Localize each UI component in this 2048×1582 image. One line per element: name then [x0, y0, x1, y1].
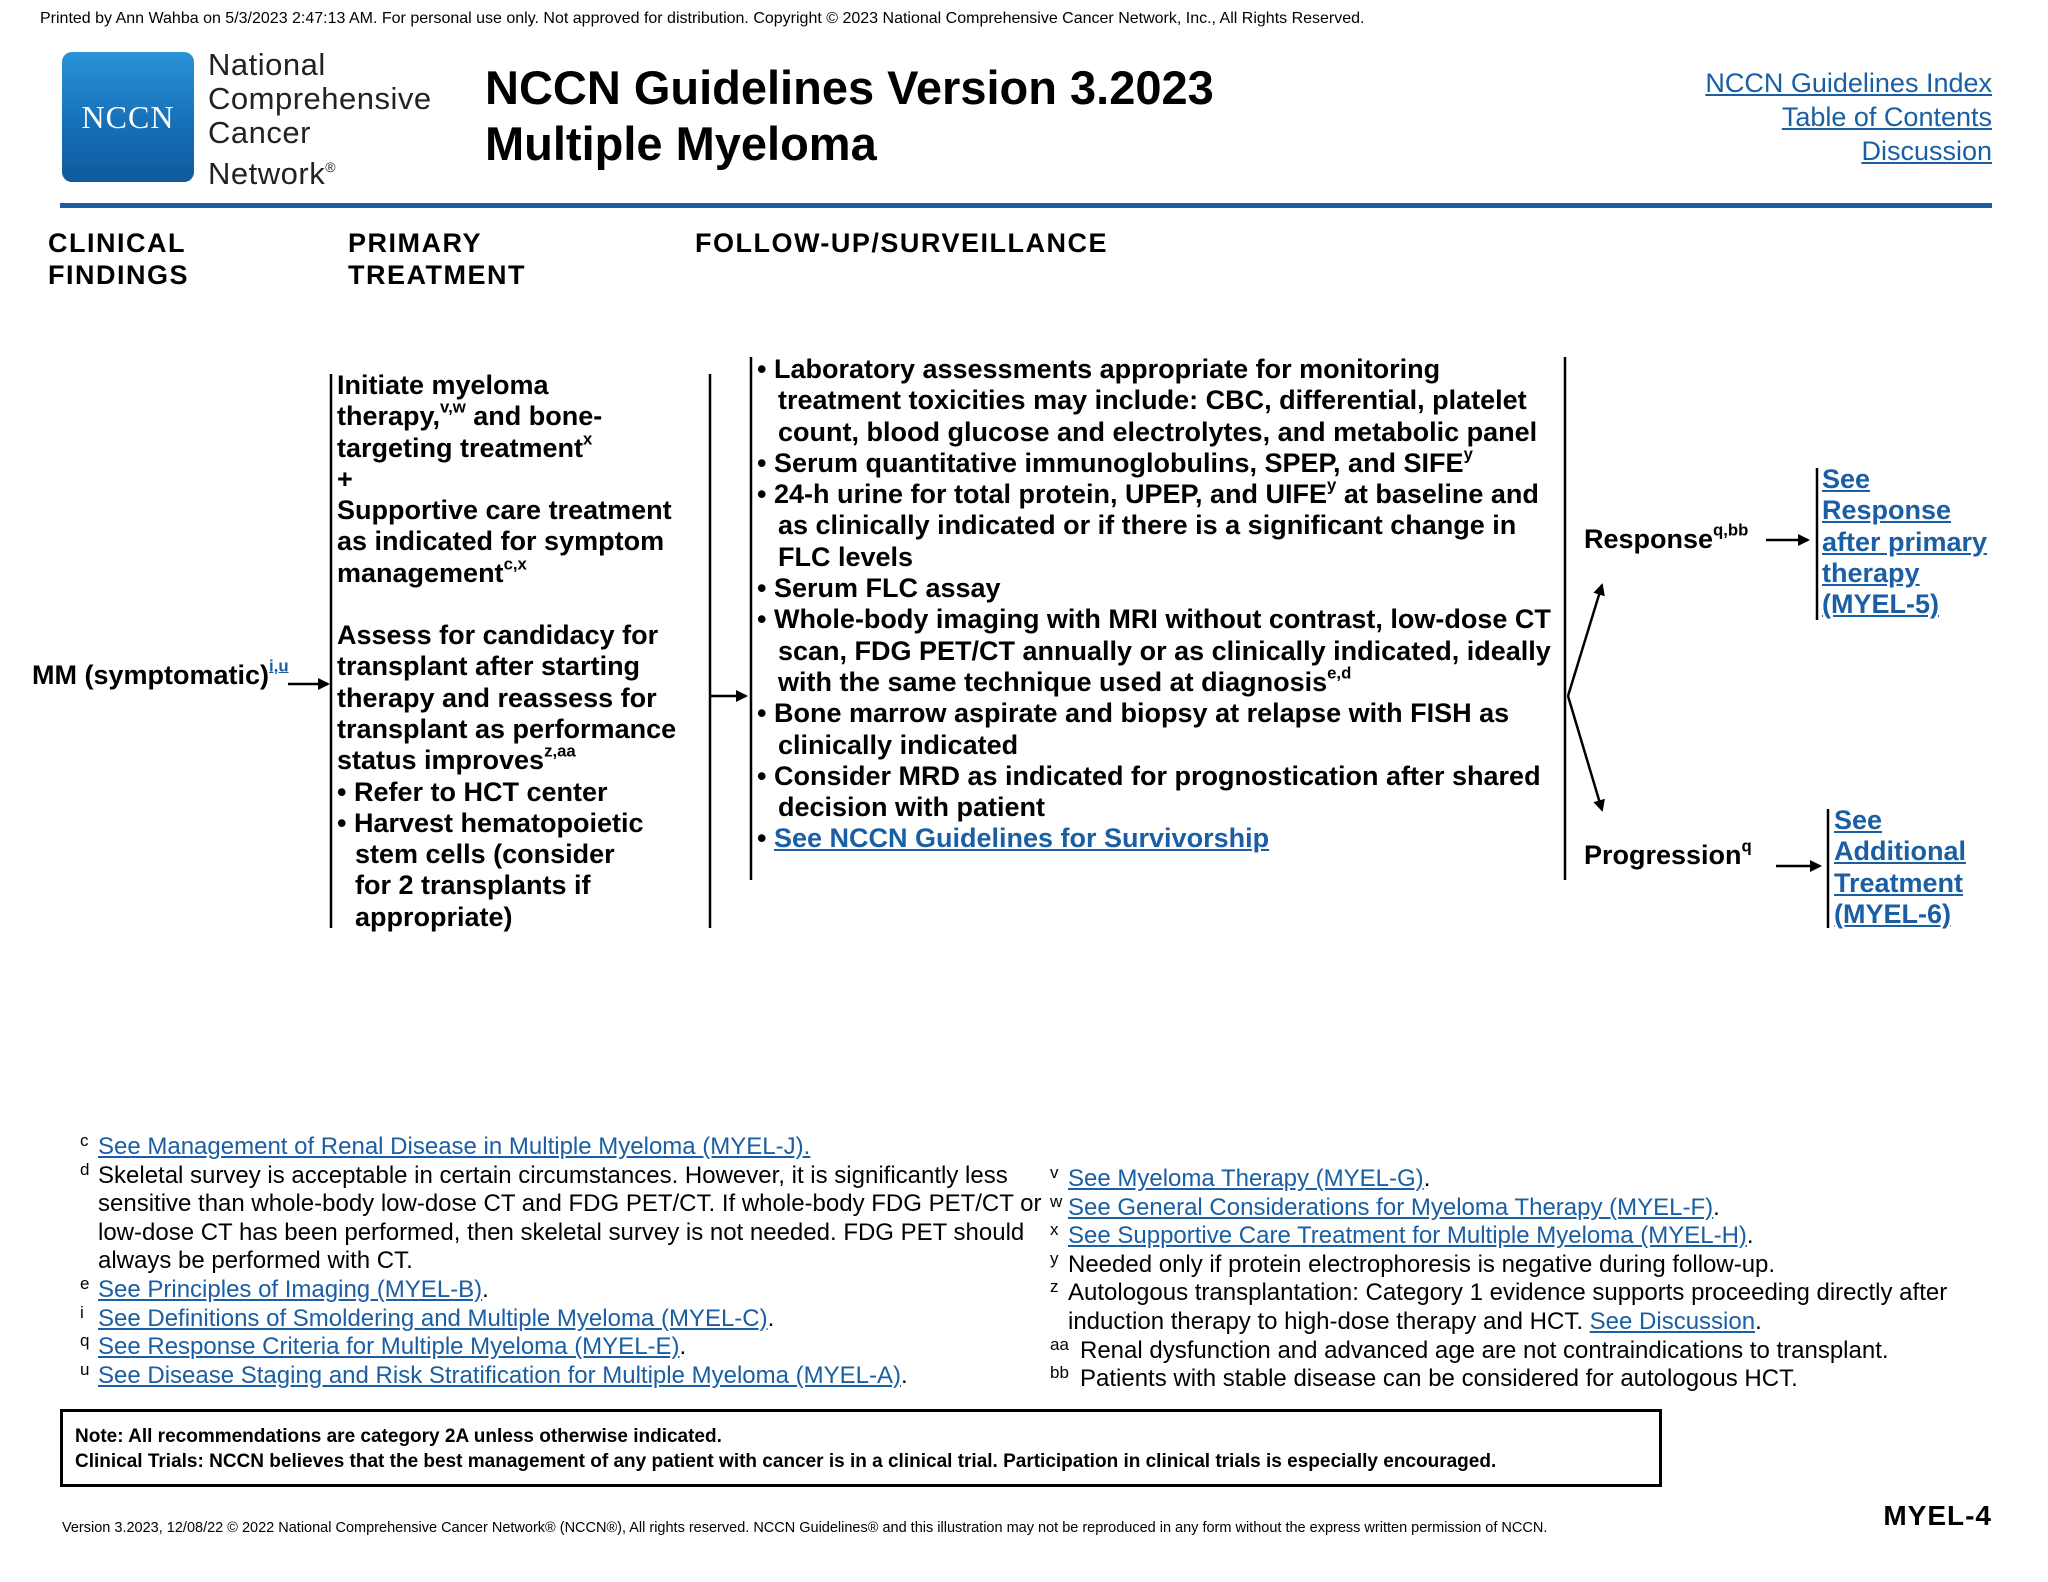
footnote-ref: v,w [440, 397, 466, 417]
clinical-finding-mm [32, 656, 289, 691]
link-line: Additional [1834, 836, 1966, 867]
footnote-marker: w [1050, 1191, 1063, 1211]
footnote-marker: v [1050, 1163, 1059, 1182]
link-line: (MYEL-6) [1834, 898, 1951, 929]
footnote-ref: x [583, 429, 593, 449]
footnote-ref: y [1327, 475, 1337, 495]
footnote-link[interactable]: See Disease Staging and Risk Stratification for Multiple Myeloma (MYEL-A) [98, 1361, 901, 1389]
period: . [1755, 1307, 1762, 1335]
treatment-bullet-cont: for 2 transplants if [355, 870, 591, 901]
period: . [1713, 1193, 1720, 1221]
logo-line: Network [208, 156, 326, 191]
treatment-line: Initiate myeloma [337, 370, 549, 400]
treatment-bullet-cont: stem cells (consider [355, 839, 615, 870]
link-line: after primary [1822, 526, 1988, 557]
treatment-bullet-cont: appropriate) [355, 901, 513, 932]
note-clinical-trials: Clinical Trials: NCCN believes that the best management of any patient with cancer is in a clinical trial. Participation in clinical trials is especially encouraged. [75, 1451, 1497, 1472]
logo-line: Comprehensive [208, 81, 432, 116]
treatment-line [337, 397, 707, 432]
footnote-marker: aa [1050, 1334, 1069, 1354]
link-line: therapy [1822, 557, 1920, 588]
footnote-x [1050, 1222, 1990, 1251]
footnote-marker: z [1050, 1277, 1059, 1297]
treatment-bullet: • Refer to HCT center [337, 776, 608, 807]
footnote-marker: x [1050, 1220, 1059, 1240]
clinical-finding-text: MM (symptomatic) [32, 660, 270, 690]
treatment-text: status improves [337, 745, 545, 776]
footnote-c [80, 1133, 1060, 1162]
treatment-text: targeting treatment [337, 432, 584, 463]
footnote-marker: q [80, 1331, 90, 1351]
followup-item [757, 475, 1557, 573]
logo-line: Cancer [208, 115, 311, 150]
footnote-ref: q [1741, 836, 1752, 856]
followup-text: at baseline and as clinically indicated or if there is a significant change in FLC levels [778, 479, 1539, 572]
footnote-marker: i [80, 1302, 84, 1322]
footnote-ref: y [1463, 444, 1473, 464]
footnote-text: Needed only if protein electrophoresis is negative during follow-up. [1068, 1250, 1776, 1278]
primary-treatment-block [337, 370, 707, 933]
treatment-line: therapy and reassess for [337, 682, 657, 713]
footnote-u [80, 1359, 1060, 1391]
footnote-aa [1050, 1334, 1990, 1366]
column-header-followup: FOLLOW-UP/SURVEILLANCE [695, 228, 1108, 258]
treatment-text: therapy, [337, 401, 441, 432]
period: . [482, 1275, 489, 1303]
period: . [679, 1333, 687, 1361]
period: . [1423, 1165, 1431, 1192]
treatment-line: as indicated for symptom [337, 526, 665, 557]
column-header-line: CLINICAL [48, 228, 186, 258]
treatment-bullet: • Harvest hematopoietic [337, 807, 644, 838]
followup-item [757, 444, 1557, 479]
footnote-link[interactable]: See Response Criteria for Multiple Myeloma (MYEL-E) [98, 1333, 680, 1361]
treatment-line: transplant after starting [337, 651, 641, 682]
version-copyright-line: Version 3.2023, 12/08/22 © 2022 National Comprehensive Cancer Network® (NCCN®), All rights reserved. NCCN Guidelines® and this illustration may not be reproduced in any form without the express written permission of NCCN. [62, 1520, 1548, 1536]
progression-text: Progression [1584, 840, 1742, 870]
footnote-text: Patients with stable disease can be considered for autologous HCT. [1080, 1365, 1798, 1393]
see-response-link[interactable] [1822, 464, 1987, 620]
footnote-ref[interactable]: i,u [269, 656, 289, 676]
treatment-text: and bone- [465, 401, 603, 432]
followup-item: • Serum FLC assay [757, 573, 1001, 604]
footnote-d [80, 1159, 1063, 1276]
followup-item [757, 604, 1557, 698]
guidelines-index-link[interactable]: NCCN Guidelines Index [1705, 68, 1992, 98]
followup-item [757, 823, 1557, 854]
link-line: See [1822, 464, 1871, 494]
footnote-link[interactable]: See Principles of Imaging (MYEL-B) [98, 1275, 483, 1303]
footnote-bb [1050, 1365, 1990, 1394]
link-line: See [1834, 805, 1883, 835]
arrow-to-progression [1568, 696, 1602, 810]
link-line: Treatment [1834, 867, 1964, 898]
discussion-link[interactable]: Discussion [1861, 136, 1992, 166]
footnote-text: Renal dysfunction and advanced age are not contraindications to transplant. [1080, 1336, 1889, 1364]
period: . [1746, 1222, 1754, 1250]
period: . [767, 1304, 775, 1332]
page-identifier: MYEL-4 [1883, 1500, 1992, 1531]
note-category: Note: All recommendations are category 2A unless otherwise indicated. [75, 1426, 722, 1447]
treatment-line [337, 554, 707, 589]
bullet: • [757, 823, 774, 854]
treatment-line: transplant as performance [337, 713, 677, 744]
logo-mark: NCCN [81, 98, 175, 135]
footnote-link[interactable]: See General Considerations for Myeloma Therapy (MYEL-F) [1068, 1193, 1714, 1221]
footnote-marker: d [80, 1159, 90, 1179]
followup-surveillance-block [757, 354, 1557, 855]
note-box [60, 1409, 1662, 1487]
footnote-text: Autologous transplantation: Category 1 evidence supports proceeding directly after induction therapy to high-dose therapy and HCT. [1068, 1279, 1948, 1335]
followup-text: • 24-h urine for total protein, UPEP, and UIFE [757, 479, 1328, 510]
response-text: Response [1584, 524, 1714, 554]
treatment-line [337, 741, 707, 776]
footnote-marker: bb [1050, 1363, 1069, 1383]
footnote-marker: e [80, 1273, 90, 1293]
table-of-contents-link[interactable]: Table of Contents [1781, 102, 1992, 132]
treatment-text: management [337, 557, 504, 588]
title-version: NCCN Guidelines Version 3.2023 [485, 61, 1214, 114]
followup-item: • Consider MRD as indicated for prognostication after shared decision with patient [757, 760, 1541, 823]
footnote-e [80, 1273, 1060, 1305]
print-notice: Printed by Ann Wahba on 5/3/2023 2:47:13 AM. For personal use only. Not approved for distribution. Copyright © 2023 National Comprehensive Cancer Network, Inc., All Rights Reserved. [40, 10, 1365, 27]
see-discussion-link[interactable]: See Discussion [1589, 1307, 1756, 1335]
progression-node [1584, 836, 1752, 871]
footnote-text: Skeletal survey is acceptable in certain circumstances. However, it is significantly less sensitive than whole-body low-dose CT and FDG PET/CT. If whole-body FDG PET/CT or low-dose CT has been performed, then skeletal survey is not needed. FDG PET should always be performed with CT. [98, 1161, 1042, 1275]
footnote-marker: y [1050, 1248, 1059, 1268]
footnote-z [1050, 1279, 1990, 1336]
footnote-marker: u [80, 1359, 90, 1379]
footnote-w [1050, 1191, 1990, 1223]
footnote-ref: q,bb [1713, 520, 1749, 540]
followup-text: • Whole-body imaging with MRI without contrast, low-dose CT scan, FDG PET/CT annually or as clinically indicated, ideally with the same technique used at diagnosis [757, 604, 1551, 697]
footnote-link[interactable]: See Supportive Care Treatment for Multiple Myeloma (MYEL-H) [1068, 1222, 1747, 1250]
link-line: Response [1822, 495, 1952, 526]
footnote-i [80, 1302, 1060, 1334]
plus-sign: + [337, 463, 353, 494]
treatment-line: Supportive care treatment [337, 495, 672, 526]
column-header-line: FINDINGS [48, 260, 190, 290]
footnote-link[interactable]: See Definitions of Smoldering and Multiple Myeloma (MYEL-C) [98, 1304, 768, 1332]
footnote-link[interactable]: See Myeloma Therapy (MYEL-G) [1068, 1165, 1424, 1192]
footnote-marker: c [80, 1131, 89, 1150]
footnote-ref: e,d [1327, 663, 1352, 683]
footnote-ref: z,aa [544, 741, 576, 761]
footnote-v [1050, 1165, 1990, 1194]
treatment-line: Assess for candidacy for [337, 620, 659, 651]
footnote-link[interactable]: See Management of Renal Disease in Multiple Myeloma (MYEL-J). [98, 1133, 811, 1160]
treatment-line [337, 429, 707, 464]
registered-mark: ® [325, 159, 337, 175]
title-disease: Multiple Myeloma [485, 117, 877, 170]
footnote-y [1050, 1248, 1990, 1280]
footnotes-right [1050, 1165, 1990, 1394]
followup-item: • Bone marrow aspirate and biopsy at relapse with FISH as clinically indicated [757, 698, 1510, 760]
see-additional-treatment-link[interactable] [1834, 805, 1966, 930]
link-line: (MYEL-5) [1822, 589, 1939, 620]
arrow-to-response [1568, 585, 1602, 696]
response-node [1584, 520, 1749, 555]
column-header-line: PRIMARY [348, 228, 483, 258]
footnote-ref: c,x [503, 554, 527, 574]
survivorship-guidelines-link[interactable]: See NCCN Guidelines for Survivorship [773, 823, 1270, 854]
followup-text: • Serum quantitative immunoglobulins, SPEP, and SIFE [757, 447, 1464, 478]
footnote-q [80, 1333, 1060, 1362]
period: . [901, 1361, 908, 1389]
followup-item: • Laboratory assessments appropriate for monitoring treatment toxicities may include: CBC, differential, platelet count, blood glucose and electrolytes, and metabolic panel [757, 354, 1538, 447]
logo-line: National [208, 47, 326, 82]
column-header-line: TREATMENT [348, 260, 526, 290]
footnotes-left [80, 1131, 1063, 1390]
